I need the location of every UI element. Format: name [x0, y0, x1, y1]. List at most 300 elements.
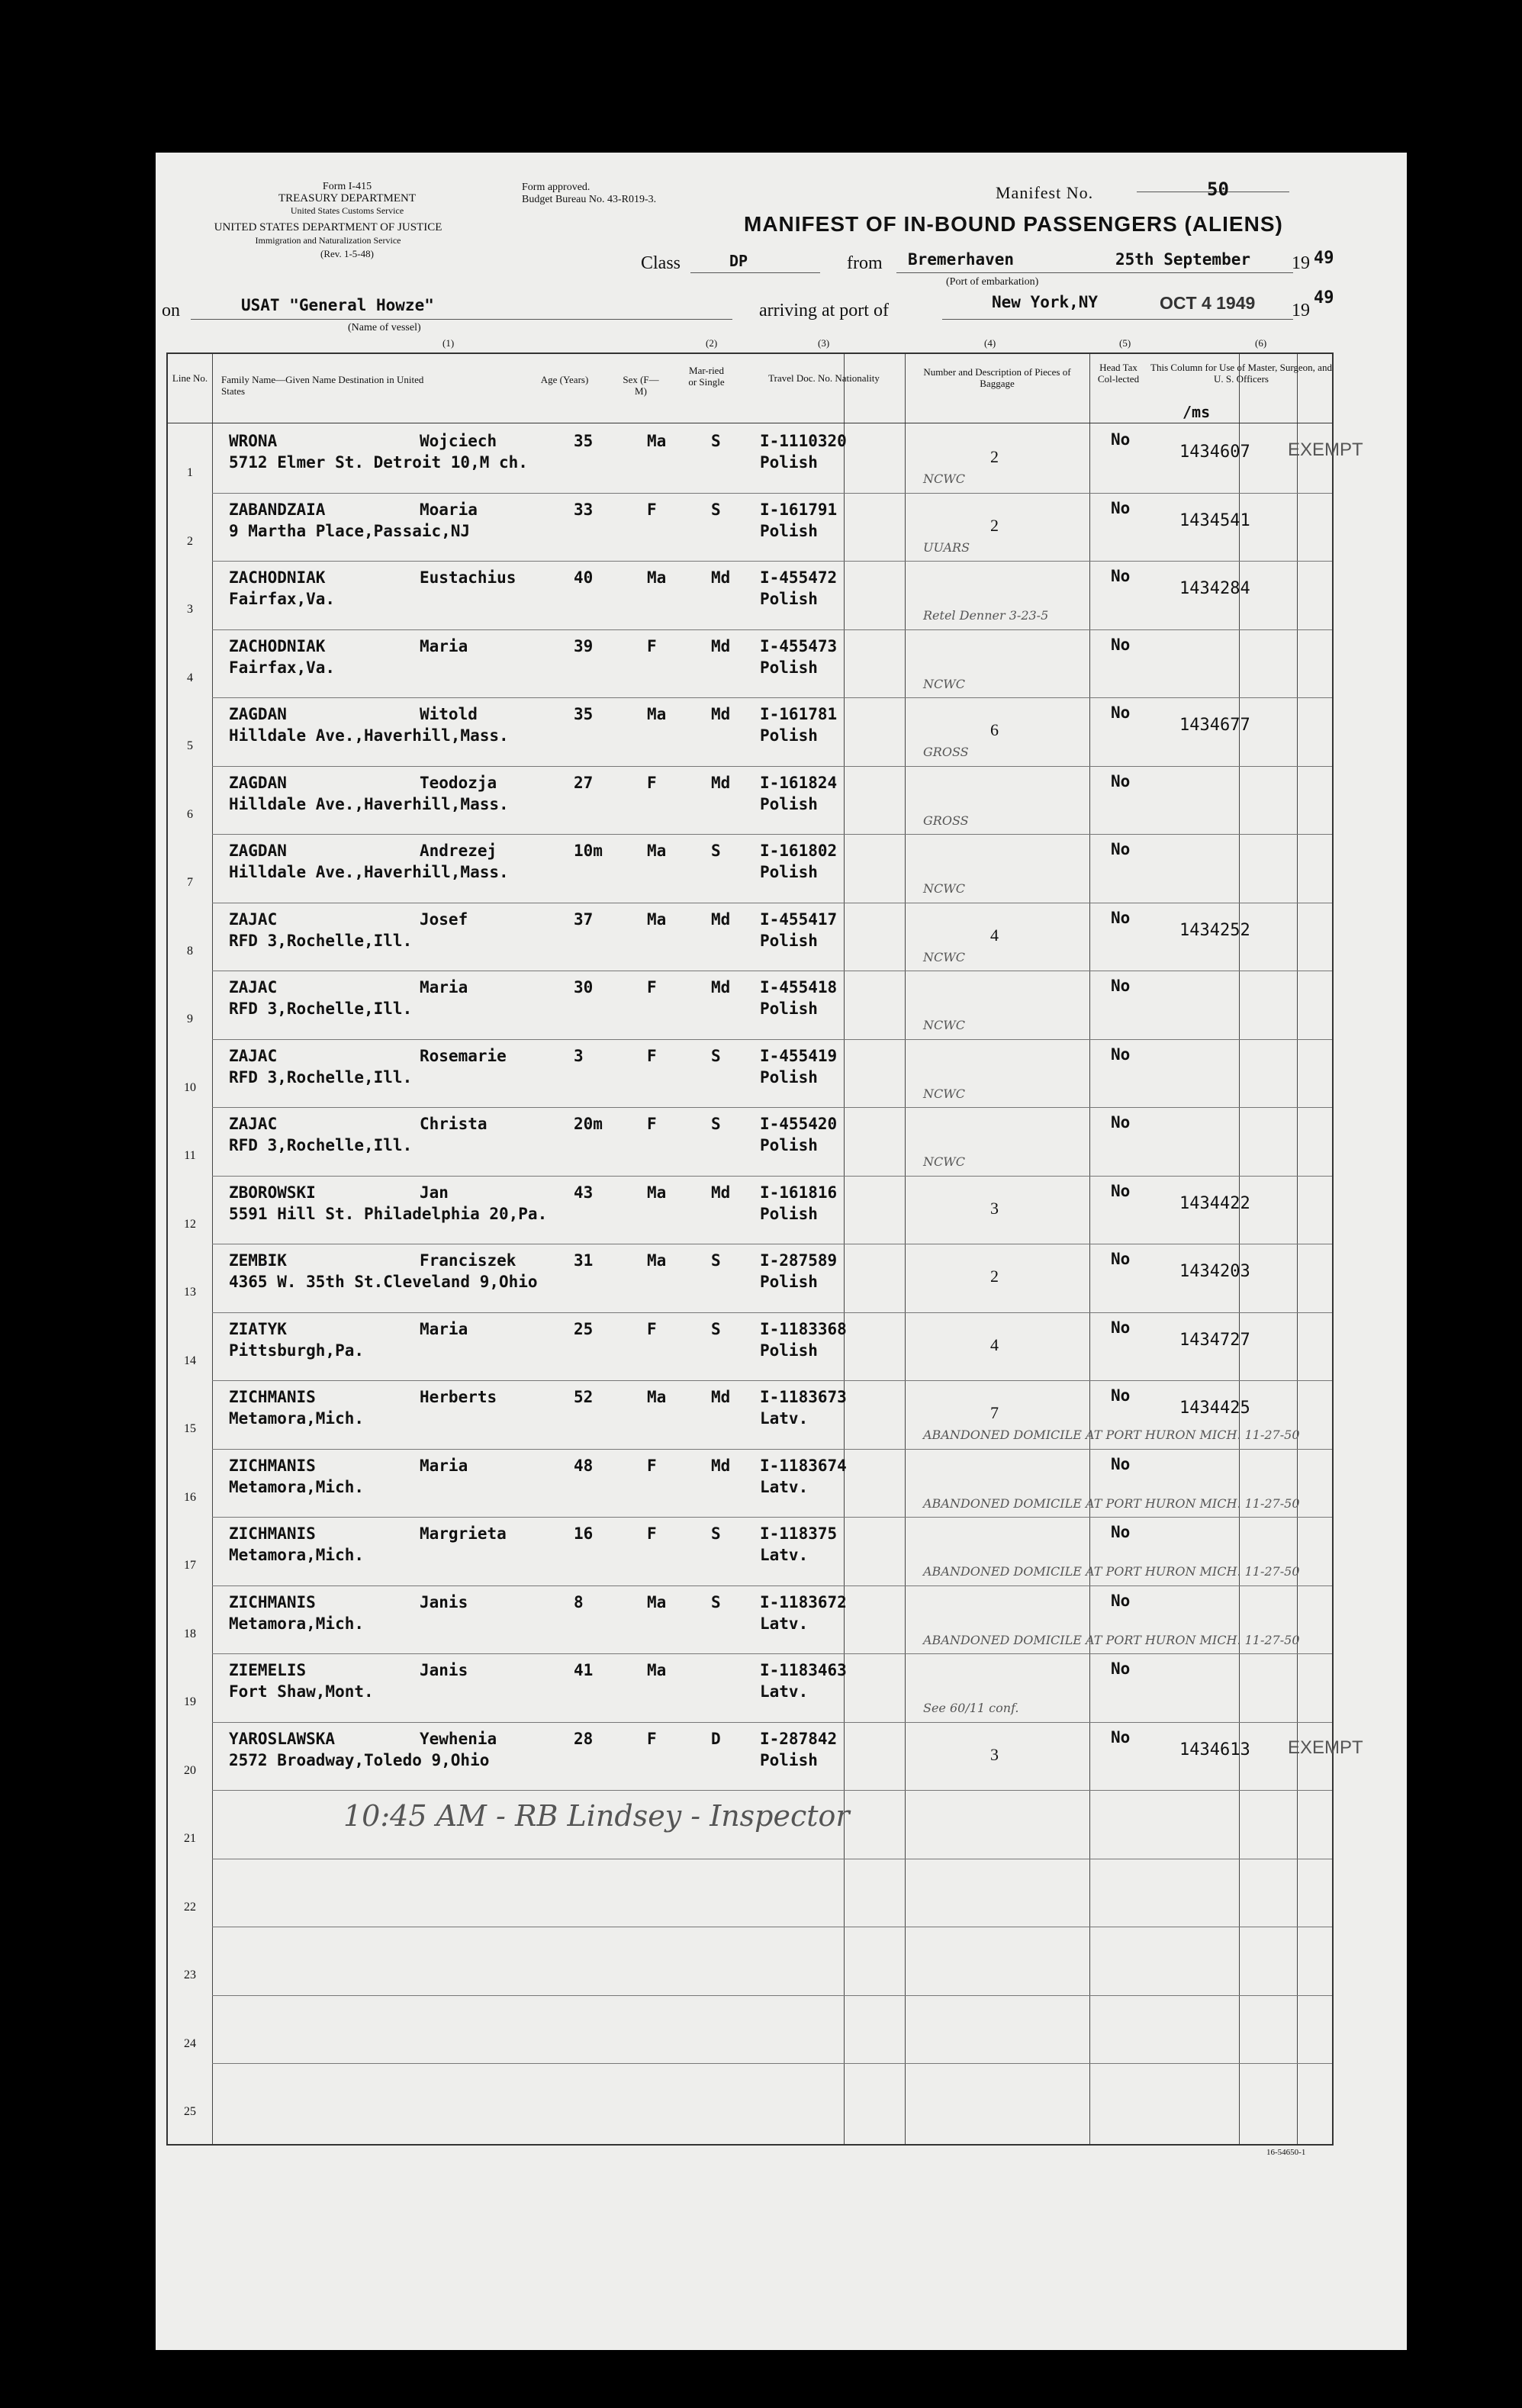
from-port: Bremerhaven [908, 250, 1015, 269]
col-head-name: Family Name—Given Name Destination in United States [221, 374, 424, 397]
manifest-table [166, 353, 1363, 2146]
officer-number: 1434541 [1179, 510, 1250, 530]
age: 10m [574, 842, 603, 860]
officer-number: 1434252 [1179, 920, 1250, 940]
table-row [168, 1995, 1332, 2063]
sex: Ma [647, 842, 667, 860]
destination: Metamora,Mich. [229, 1546, 365, 1564]
travel-doc-no: I-161816 [760, 1183, 838, 1202]
col-head-married: Mar-ried or Single [688, 365, 725, 388]
head-tax: No [1111, 1454, 1131, 1473]
age: 48 [574, 1456, 594, 1475]
family-name: ZICHMANIS [229, 1592, 316, 1611]
nationality: Polish [760, 794, 818, 813]
destination: 5591 Hill St. Philadelphia 20,Pa. [229, 1204, 548, 1223]
travel-doc-no: I-1183673 [760, 1388, 847, 1406]
row-divider [212, 697, 1332, 698]
vessel-underline [191, 319, 732, 320]
sex: F [647, 1524, 657, 1543]
head-tax: No [1111, 771, 1131, 790]
col-head-line: Line No. [172, 372, 208, 384]
family-name: ZIEMELIS [229, 1661, 307, 1679]
punch-hole [85, 721, 121, 756]
col-num-5: (5) [1119, 337, 1131, 349]
handwritten-note: UUARS [923, 539, 970, 555]
revision: (Rev. 1-5-48) [320, 248, 374, 259]
vessel-name: USAT "General Howze" [241, 296, 434, 314]
destination: 5712 Elmer St. Detroit 10,M ch. [229, 453, 528, 472]
punch-hole [85, 1353, 121, 1388]
given-name: Franciszek [420, 1251, 516, 1270]
row-divider [212, 561, 1332, 562]
line-number: 19 [184, 1695, 196, 1708]
handwritten-note: Retel Denner 3-23-5 [923, 608, 1049, 623]
manifest-no-label: Manifest No. [996, 183, 1094, 202]
family-name: ZICHMANIS [229, 1524, 316, 1543]
sex: F [647, 636, 657, 655]
family-name: ZIATYK [229, 1319, 287, 1338]
row-divider [212, 1722, 1332, 1723]
officer-number: 1434613 [1179, 1740, 1250, 1759]
marital-status: S [711, 1115, 721, 1133]
age: 43 [574, 1183, 594, 1202]
nationality: Polish [760, 453, 818, 472]
travel-doc-no: I-455473 [760, 636, 838, 655]
table-row [168, 766, 1332, 834]
head-tax: No [1111, 635, 1131, 654]
col-num-1: (1) [442, 337, 455, 349]
given-name: Eustachius [420, 568, 516, 587]
travel-doc-no: I-161824 [760, 773, 838, 792]
travel-doc-no: I-1183368 [760, 1319, 847, 1338]
given-name: Witold [420, 705, 478, 723]
line-number: 16 [184, 1490, 196, 1504]
table-row [168, 1380, 1332, 1448]
destination: RFD 3,Rochelle,Ill. [229, 1067, 413, 1086]
age: 31 [574, 1251, 594, 1270]
travel-doc-no: I-1183463 [760, 1661, 847, 1679]
baggage-count: 2 [990, 515, 999, 535]
head-tax: No [1111, 840, 1131, 858]
destination: Fort Shaw,Mont. [229, 1682, 374, 1701]
travel-doc-no: I-1183674 [760, 1456, 847, 1475]
row-divider [212, 1653, 1332, 1654]
sex: F [647, 1729, 657, 1748]
sex: Ma [647, 705, 667, 723]
table-row [168, 1722, 1363, 1790]
table-row [168, 1312, 1332, 1380]
travel-doc-no: I-287842 [760, 1729, 838, 1748]
treasury-dept: TREASURY DEPARTMENT [278, 192, 417, 204]
punch-hole [85, 594, 121, 629]
family-name: ZBOROWSKI [229, 1183, 316, 1202]
col-num-6: (6) [1255, 337, 1267, 349]
baggage-count: 4 [990, 1334, 999, 1354]
head-tax: No [1111, 1386, 1131, 1405]
destination: 4365 W. 35th St.Cleveland 9,Ohio [229, 1273, 538, 1291]
table-row [168, 561, 1332, 629]
col-head-baggage: Number and Description of Pieces of Baggage [923, 366, 1071, 389]
table-row [168, 1107, 1332, 1175]
given-name: Christa [420, 1115, 487, 1133]
table-row [168, 1927, 1332, 1994]
sex: F [647, 1456, 657, 1475]
marital-status: Md [711, 705, 731, 723]
age: 33 [574, 500, 594, 519]
nationality: Polish [760, 1000, 818, 1018]
manifest-number: 50 [1207, 179, 1229, 200]
table-row [168, 1653, 1332, 1721]
given-name: Josef [420, 909, 468, 929]
sex: F [647, 1046, 657, 1065]
head-tax: No [1111, 1181, 1131, 1200]
marital-status: Md [711, 1183, 731, 1202]
exempt-note: EXEMPT [1288, 439, 1363, 460]
punch-hole [85, 1480, 121, 1515]
given-name: Moaria [420, 500, 478, 519]
punch-hole [85, 845, 121, 880]
punch-hole [85, 973, 121, 1008]
handwritten-note: NCWC [923, 881, 965, 896]
row-divider [212, 2063, 1332, 2064]
travel-doc-no: I-455417 [760, 909, 838, 929]
age: 20m [574, 1115, 603, 1133]
table-row [168, 1859, 1332, 1927]
handwritten-note: ABANDONED DOMICILE AT PORT HURON MICH. 11-27-50 [923, 1632, 1300, 1647]
on-label: on [162, 301, 180, 320]
head-tax: No [1111, 1318, 1131, 1337]
row-divider [212, 1107, 1332, 1108]
given-name: Yewhenia [420, 1729, 497, 1748]
marital-status: S [711, 842, 721, 860]
punch-hole [85, 1859, 121, 1895]
nationality: Polish [760, 931, 818, 950]
from-label: from [847, 253, 883, 273]
destination: RFD 3,Rochelle,Ill. [229, 931, 413, 950]
marital-status: S [711, 1319, 721, 1338]
marital-status: S [711, 1251, 721, 1270]
family-name: YAROSLAWSKA [229, 1729, 336, 1748]
nationality: Polish [760, 1341, 818, 1360]
departure-date: 25th September [1115, 250, 1251, 269]
port-embarkation-note: (Port of embarkation) [946, 276, 1039, 288]
nationality: Polish [760, 863, 818, 881]
given-name: Rosemarie [420, 1046, 507, 1065]
baggage-count: 3 [990, 1198, 999, 1218]
destination: RFD 3,Rochelle,Ill. [229, 1000, 413, 1018]
age: 8 [574, 1592, 584, 1611]
age: 39 [574, 636, 594, 655]
travel-doc-no: I-118375 [760, 1524, 838, 1543]
row-divider [212, 1380, 1332, 1381]
baggage-count: 2 [990, 447, 999, 466]
punch-hole [85, 1988, 121, 2023]
officer-number: 1434422 [1179, 1193, 1250, 1213]
head-tax: No [1111, 1250, 1131, 1268]
baggage-count: 3 [990, 1744, 999, 1764]
officer-number: 1434425 [1179, 1399, 1250, 1418]
family-name: ZAGDAN [229, 705, 287, 723]
marital-status: Md [711, 909, 731, 929]
sex: Ma [647, 1183, 667, 1202]
exempt-note: EXEMPT [1288, 1737, 1363, 1758]
nationality: Latv. [760, 1546, 809, 1564]
handwritten-note: NCWC [923, 1154, 965, 1169]
destination: Hilldale Ave.,Haverhill,Mass. [229, 863, 509, 881]
col-head-doc: Travel Doc. No. Nationality [768, 372, 880, 384]
handwritten-note: GROSS [923, 745, 969, 759]
given-name: Maria [420, 1319, 468, 1338]
given-name: Andrezej [420, 842, 497, 860]
nationality: Latv. [760, 1477, 809, 1496]
travel-doc-no: I-455419 [760, 1046, 838, 1065]
punch-hole [85, 465, 121, 501]
destination: Hilldale Ave.,Haverhill,Mass. [229, 794, 509, 813]
officer-number: 1434284 [1179, 579, 1250, 598]
given-name: Janis [420, 1592, 468, 1611]
officer-number: 1434203 [1179, 1262, 1250, 1281]
age: 25 [574, 1319, 594, 1338]
marital-status: Md [711, 1388, 731, 1406]
given-name: Maria [420, 1456, 468, 1475]
age: 40 [574, 568, 594, 587]
head-tax: No [1111, 1727, 1131, 1746]
given-name: Herberts [420, 1388, 497, 1406]
table-row [168, 1039, 1332, 1107]
destination: RFD 3,Rochelle,Ill. [229, 1136, 413, 1154]
given-name: Teodozja [420, 773, 497, 792]
line-number: 4 [187, 671, 193, 684]
family-name: ZACHODNIAK [229, 636, 326, 655]
destination: Hilldale Ave.,Haverhill,Mass. [229, 726, 509, 745]
sex: F [647, 978, 657, 996]
table-row [168, 2063, 1332, 2131]
line-number: 8 [187, 944, 193, 958]
nationality: Polish [760, 590, 818, 608]
handwritten-note: NCWC [923, 676, 965, 691]
sex: Ma [647, 568, 667, 587]
family-name: ZEMBIK [229, 1251, 287, 1270]
head-tax: No [1111, 430, 1131, 449]
destination: Metamora,Mich. [229, 1614, 365, 1633]
handwritten-note: ABANDONED DOMICILE AT PORT HURON MICH. 11-27-50 [923, 1564, 1300, 1579]
travel-doc-no: I-1183672 [760, 1592, 847, 1611]
sex: F [647, 500, 657, 519]
age: 28 [574, 1729, 594, 1748]
table-row [168, 1176, 1332, 1244]
head-tax: No [1111, 498, 1131, 517]
travel-doc-no: I-1110320 [760, 432, 847, 450]
family-name: ZACHODNIAK [229, 568, 326, 587]
row-divider [212, 493, 1332, 494]
sex: F [647, 773, 657, 792]
baggage-count: 4 [990, 925, 999, 945]
travel-doc-no: I-287589 [760, 1251, 838, 1270]
sex: Ma [647, 432, 667, 450]
nationality: Polish [760, 1067, 818, 1086]
row-divider [212, 834, 1332, 835]
col-head-sex: Sex (F—M) [623, 374, 659, 397]
marital-status: D [711, 1729, 721, 1748]
col-num-2: (2) [706, 337, 718, 349]
punch-hole [85, 1610, 121, 1645]
line-number: 14 [184, 1354, 196, 1367]
marital-status: Md [711, 978, 731, 996]
col-num-4: (4) [984, 337, 996, 349]
col-num-3: (3) [818, 337, 830, 349]
table-row [168, 697, 1332, 765]
baggage-count: 7 [990, 1403, 999, 1422]
nationality: Polish [760, 521, 818, 540]
baggage-count: 2 [990, 1267, 999, 1286]
given-name: Margrieta [420, 1524, 507, 1543]
form-number: Form I-415 [322, 181, 372, 192]
given-name: Wojciech [420, 432, 497, 450]
line-number: 24 [184, 2036, 196, 2050]
punch-hole [85, 1099, 121, 1134]
line-number: 13 [184, 1286, 196, 1299]
head-tax: No [1111, 1113, 1131, 1132]
punch-hole [85, 2113, 121, 2149]
punch-hole [85, 1734, 121, 1769]
family-name: ZABANDZAIA [229, 500, 326, 519]
family-name: ZAJAC [229, 909, 278, 929]
head-tax: No [1111, 1045, 1131, 1064]
sex: Ma [647, 1388, 667, 1406]
table-row [168, 1585, 1332, 1653]
travel-doc-no: I-161802 [760, 842, 838, 860]
ins-service: Immigration and Naturalization Service [255, 235, 401, 246]
class-label: Class [641, 253, 681, 273]
table-row [168, 1517, 1332, 1585]
marital-status: S [711, 432, 721, 450]
given-name: Maria [420, 636, 468, 655]
destination: Fairfax,Va. [229, 590, 336, 608]
officer-number: 1434607 [1179, 443, 1250, 462]
family-name: ZAGDAN [229, 773, 287, 792]
arrival-underline [942, 319, 1293, 320]
head-tax: No [1111, 567, 1131, 585]
line-number: 25 [184, 2105, 196, 2118]
handwritten-note: NCWC [923, 472, 965, 486]
line-number: 7 [187, 876, 193, 889]
row-divider [212, 1585, 1332, 1586]
col-head-officers: This Column for Use of Master, Surgeon, and U. S. Officers [1150, 362, 1332, 385]
handwritten-note: NCWC [923, 949, 965, 964]
head-tax: No [1111, 1591, 1131, 1610]
marital-status: S [711, 1592, 721, 1611]
line-number: 17 [184, 1559, 196, 1572]
justice-dept: UNITED STATES DEPARTMENT OF JUSTICE [214, 221, 442, 233]
age: 37 [574, 909, 594, 929]
line-number: 18 [184, 1627, 196, 1640]
head-tax: No [1111, 1660, 1131, 1678]
table-row [168, 903, 1332, 971]
class-value: DP [729, 252, 748, 270]
family-name: ZAJAC [229, 1046, 278, 1065]
col-head-age: Age (Years) [540, 374, 589, 385]
row-divider [212, 1312, 1332, 1313]
table-row [168, 1449, 1332, 1517]
age: 41 [574, 1661, 594, 1679]
line-number: 11 [184, 1149, 196, 1162]
travel-doc-no: I-161781 [760, 705, 838, 723]
arrival-port: New York,NY [992, 293, 1099, 311]
marital-status: S [711, 1046, 721, 1065]
table-row [168, 493, 1332, 561]
line-number: 9 [187, 1012, 193, 1025]
row-divider [212, 1995, 1332, 1996]
age: 30 [574, 978, 594, 996]
marital-status: Md [711, 773, 731, 792]
line-number: 10 [184, 1080, 196, 1094]
handwritten-note: See 60/11 conf. [923, 1701, 1019, 1715]
table-row [168, 629, 1332, 697]
age: 16 [574, 1524, 594, 1543]
head-tax: No [1111, 1523, 1131, 1541]
marital-status: Md [711, 1456, 731, 1475]
sex: Ma [647, 1661, 667, 1679]
family-name: WRONA [229, 432, 278, 450]
destination: Metamora,Mich. [229, 1409, 365, 1428]
given-name: Maria [420, 978, 468, 996]
handwritten-note: ABANDONED DOMICILE AT PORT HURON MICH. 11-27-50 [923, 1495, 1300, 1511]
line-number: 2 [187, 534, 193, 548]
nationality: Polish [760, 1204, 818, 1223]
row-divider [212, 1176, 1332, 1177]
travel-doc-no: I-455420 [760, 1115, 838, 1133]
line-number: 1 [187, 466, 193, 479]
marital-status: Md [711, 568, 731, 587]
age: 27 [574, 773, 594, 792]
line-number: 20 [184, 1763, 196, 1777]
head-tax: No [1111, 703, 1131, 722]
destination: Fairfax,Va. [229, 658, 336, 677]
punch-hole [85, 340, 121, 375]
year-prefix: 19 [1292, 253, 1310, 273]
table-row [168, 424, 1363, 492]
line-number: 15 [184, 1422, 196, 1435]
family-name: ZAJAC [229, 978, 278, 996]
travel-doc-no: I-455472 [760, 568, 838, 587]
year2-prefix: 19 [1292, 301, 1310, 320]
travel-doc-no: I-161791 [760, 500, 838, 519]
arriving-label: arriving at port of [759, 301, 889, 320]
inspector-note: 10:45 AM - RB Lindsey - Inspector [343, 1799, 850, 1833]
sex: F [647, 1115, 657, 1133]
family-name: ZICHMANIS [229, 1456, 316, 1475]
year-value: 49 [1314, 249, 1334, 268]
vessel-note: (Name of vessel) [348, 322, 421, 333]
class-underline [690, 272, 820, 273]
handwritten-note: NCWC [923, 1018, 965, 1032]
nationality: Polish [760, 1750, 818, 1769]
destination: 2572 Broadway,Toledo 9,Ohio [229, 1750, 490, 1769]
handwritten-note: NCWC [923, 1086, 965, 1101]
year2-value: 49 [1314, 288, 1334, 307]
nationality: Polish [760, 1136, 818, 1154]
officer-number: 1434677 [1179, 716, 1250, 735]
row-divider [212, 1449, 1332, 1450]
officer-number: 1434727 [1179, 1330, 1250, 1350]
table-row [168, 834, 1332, 902]
page-title: MANIFEST OF IN-BOUND PASSENGERS (ALIENS) [744, 212, 1283, 236]
line-number: 5 [187, 739, 193, 752]
baggage-count: 6 [990, 720, 999, 739]
row-divider [212, 1790, 1332, 1791]
line-number: 22 [184, 1900, 196, 1914]
sex: F [647, 1319, 657, 1338]
